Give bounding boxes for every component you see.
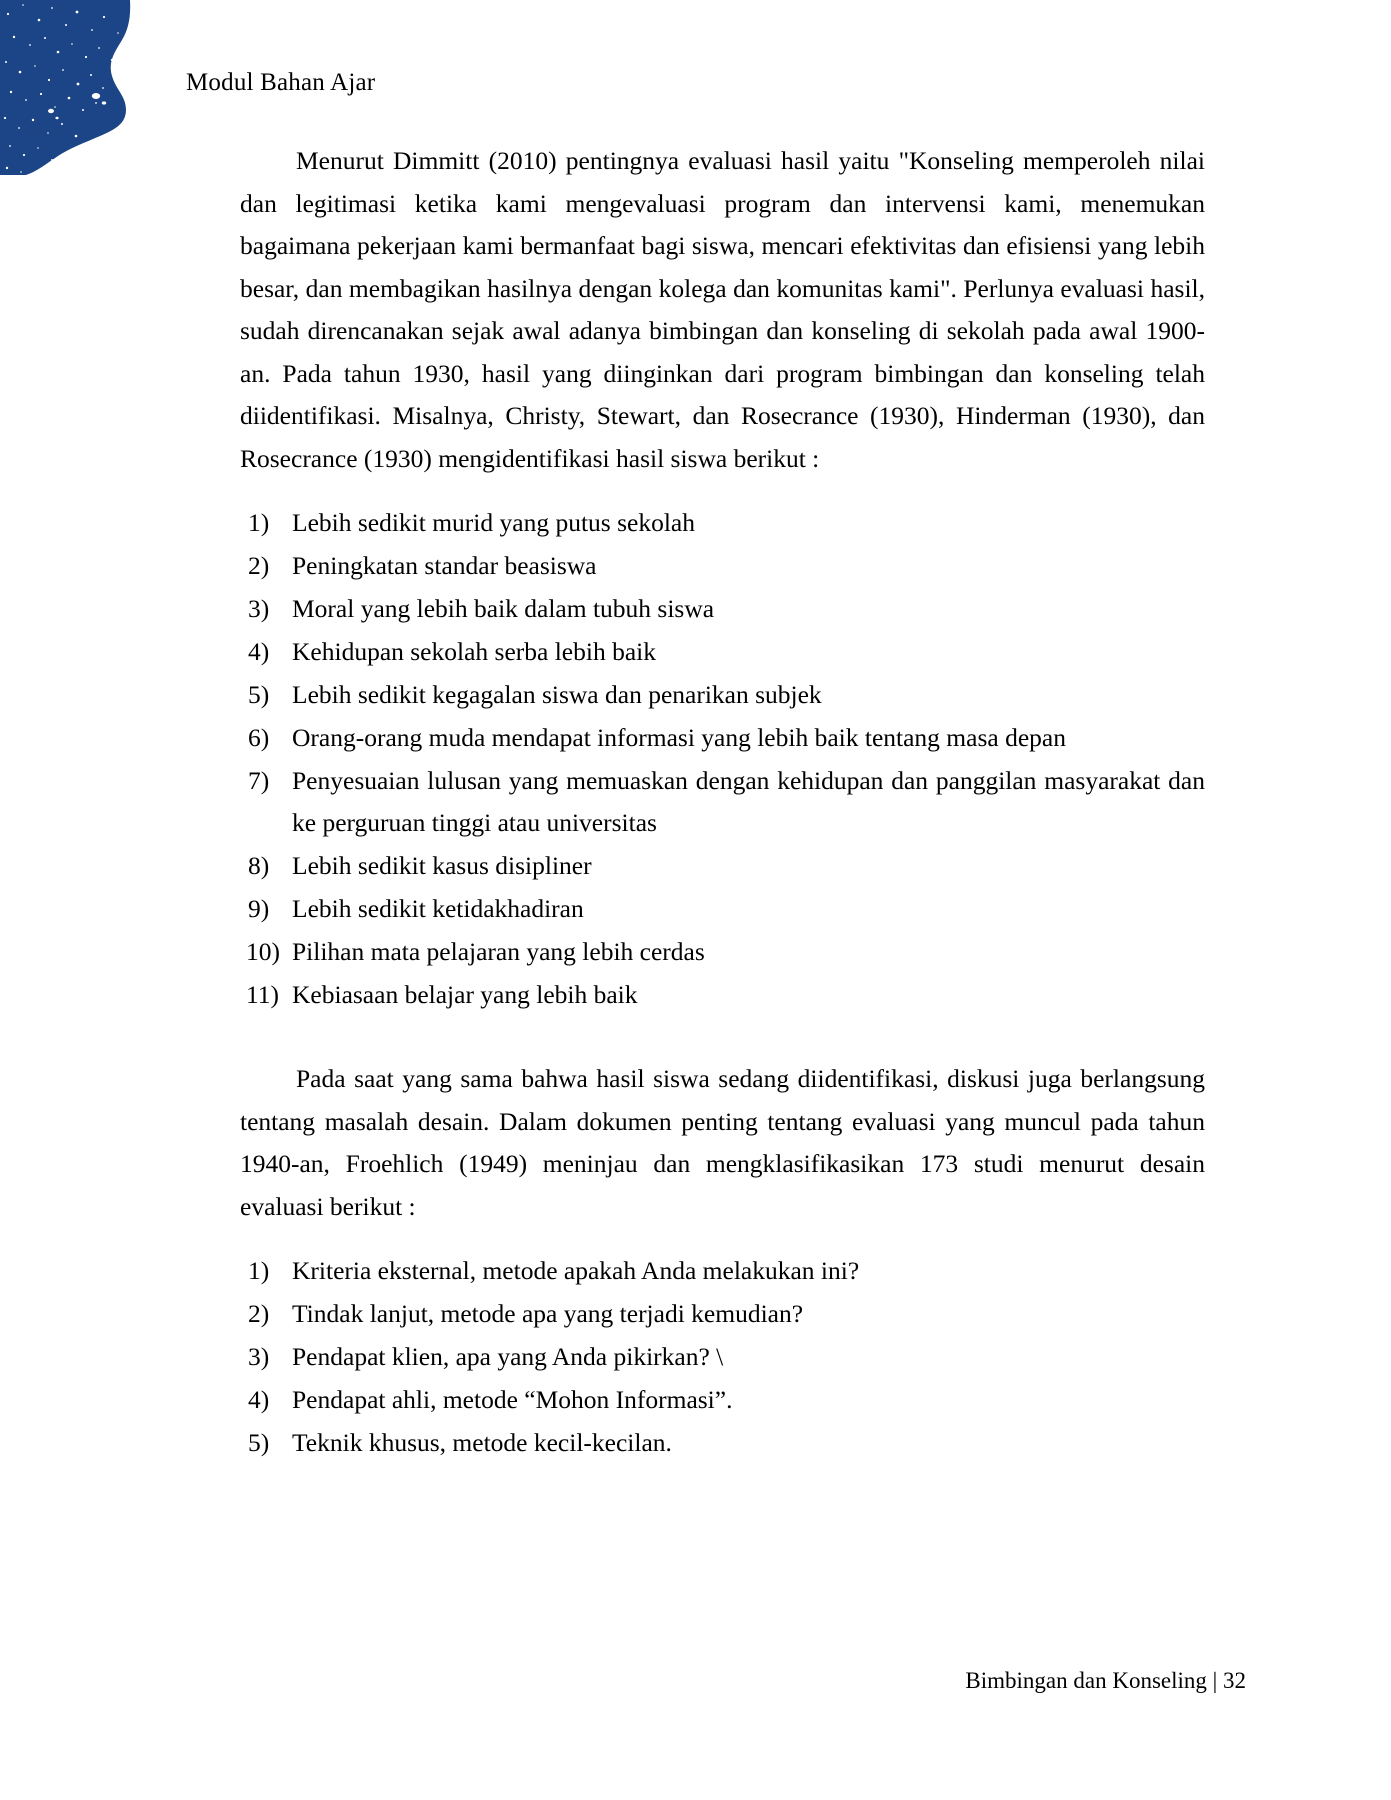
- list-marker: 5): [248, 1428, 270, 1457]
- list-marker: 2): [248, 1299, 270, 1328]
- list-item: [240, 1293, 1205, 1335]
- list-item-text: Peningkatan standar beasiswa: [292, 551, 597, 580]
- list-item-text: Moral yang lebih baik dalam tubuh siswa: [292, 594, 715, 623]
- list-item: [240, 502, 1205, 544]
- page-footer: Bimbingan dan Konseling | 32: [965, 1668, 1246, 1693]
- list-item-text: Penyesuaian lulusan yang memuaskan dengan kehidupan dan panggilan masyarakat dan ke perguruan tinggi atau universitas: [292, 766, 1205, 837]
- list-marker: 2): [248, 551, 270, 580]
- list-item: [240, 888, 1205, 930]
- list-marker: 10): [246, 937, 280, 966]
- list-item-text: Kehidupan sekolah serba lebih baik: [292, 637, 656, 666]
- list-marker: 3): [248, 1342, 270, 1371]
- list-marker: 9): [248, 894, 270, 923]
- blob-fill: [0, 0, 175, 175]
- paragraph-evaluasi-hasil: Menurut Dimmitt (2010) pentingnya evaluasi hasil yaitu "Konseling memperoleh nilai dan legitimasi ketika kami mengevaluasi program dan intervensi kami, menemukan bagaimana pekerjaan kami bermanfaat bagi siswa, mencari efektivitas dan efisiensi yang lebih besar, dan membagikan hasilnya dengan kolega dan komunitas kami". Perlunya evaluasi hasil, sudah direncanakan sejak awal adanya bimbingan dan konseling di sekolah pada awal 1900-an. Pada tahun 1930, hasil yang diinginkan dari program bimbingan dan konseling telah diidentifikasi. Misalnya, Christy, Stewart, dan Rosecrance (1930), Hinderman (1930), dan Rosecrance (1930) mengidentifikasi hasil siswa berikut :: [240, 146, 1205, 473]
- list-item-text: Lebih sedikit kasus disipliner: [292, 851, 592, 880]
- list-item-text: Lebih sedikit kegagalan siswa dan penarikan subjek: [292, 680, 822, 709]
- list-marker: 4): [248, 1385, 270, 1414]
- list-item-text: Pilihan mata pelajaran yang lebih cerdas: [292, 937, 705, 966]
- list-item: [240, 1422, 1205, 1464]
- list-marker: 7): [248, 766, 270, 795]
- star-speckles: [4, 4, 119, 173]
- paragraph-desain-evaluasi: Pada saat yang sama bahwa hasil siswa sedang diidentifikasi, diskusi juga berlangsung tentang masalah desain. Dalam dokumen penting tentang evaluasi yang muncul pada tahun 1940-an, Froehlich (1949) meninjau dan mengklasifikasikan 173 studi menurut desain evaluasi berikut :: [240, 1064, 1205, 1221]
- list-item-text: Kebiasaan belajar yang lebih baik: [292, 980, 638, 1009]
- document-content: [240, 140, 1205, 1465]
- list-marker: 5): [248, 680, 270, 709]
- list-marker: 6): [248, 723, 270, 752]
- list-marker: 11): [246, 980, 280, 1009]
- list-item: [240, 1379, 1205, 1421]
- list-item-text: Kriteria eksternal, metode apakah Anda melakukan ini?: [292, 1256, 860, 1285]
- list-item-text: Pendapat ahli, metode “Mohon Informasi”.: [292, 1385, 733, 1414]
- list-marker: 4): [248, 637, 270, 666]
- list-marker: 3): [248, 594, 270, 623]
- list-marker: 1): [248, 1256, 270, 1285]
- list-item: [240, 845, 1205, 887]
- list-item: [240, 717, 1205, 759]
- list-item: [240, 631, 1205, 673]
- page-title: Modul Bahan Ajar: [186, 69, 376, 96]
- list-item: [240, 1250, 1205, 1292]
- list-item: [240, 588, 1205, 630]
- list-item: [240, 931, 1205, 973]
- list-item-text: Tindak lanjut, metode apa yang terjadi kemudian?: [292, 1299, 804, 1328]
- list-item-text: Lebih sedikit ketidakhadiran: [292, 894, 584, 923]
- list-marker: 8): [248, 851, 270, 880]
- starry-blue-corner-decoration: [0, 0, 175, 175]
- list-marker: 1): [248, 508, 270, 537]
- student-outcomes-list: [240, 502, 1205, 1016]
- list-item-text: Lebih sedikit murid yang putus sekolah: [292, 508, 695, 537]
- list-item: [240, 760, 1205, 844]
- list-item-text: Teknik khusus, metode kecil-kecilan.: [292, 1428, 672, 1457]
- list-item-text: Pendapat klien, apa yang Anda pikirkan? \: [292, 1342, 724, 1371]
- list-item: [240, 545, 1205, 587]
- list-item: [240, 1336, 1205, 1378]
- list-item: [240, 974, 1205, 1016]
- list-item: [240, 674, 1205, 716]
- evaluation-design-list: [240, 1250, 1205, 1464]
- list-item-text: Orang-orang muda mendapat informasi yang lebih baik tentang masa depan: [292, 723, 1066, 752]
